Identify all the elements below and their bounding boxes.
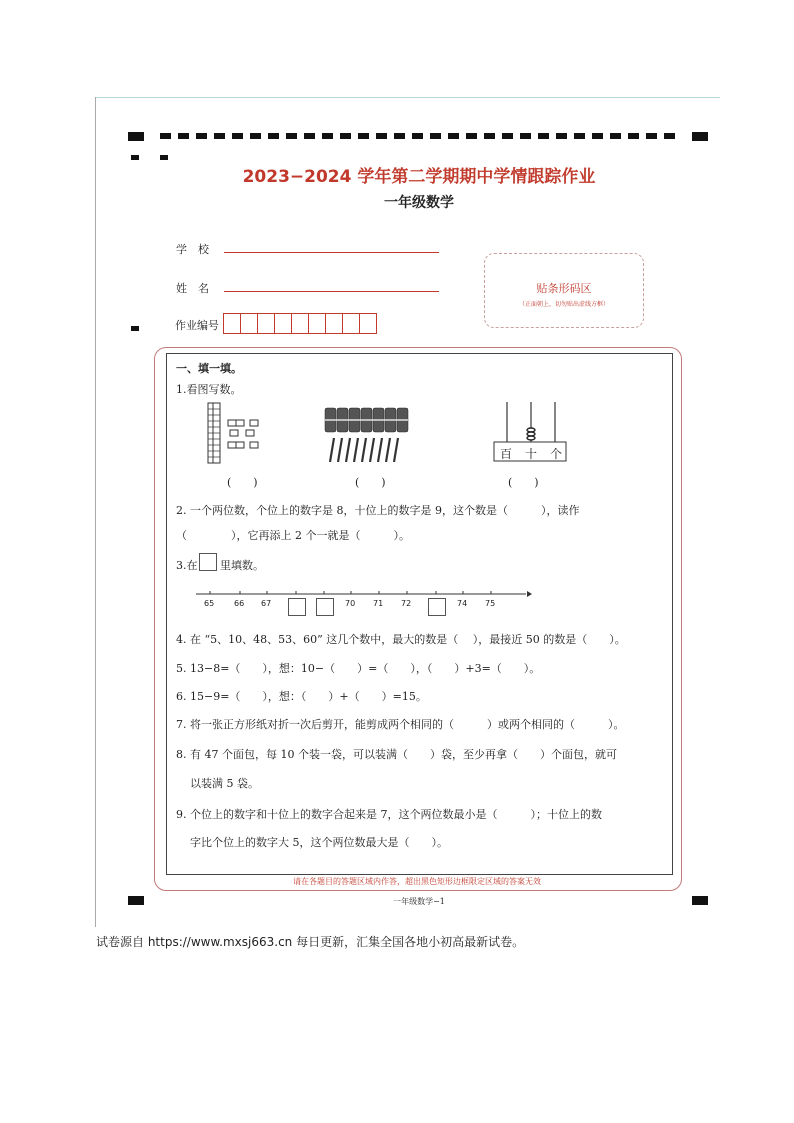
question-5: 5. 13−8=（ ），想：10−（ ）=（ ），（ ）+3=（ ）。 <box>176 662 541 675</box>
answer-blank[interactable]: ( ) <box>508 476 539 489</box>
registration-mark <box>692 132 708 141</box>
tick-label: 70 <box>345 599 356 608</box>
timing-mark <box>160 155 168 160</box>
number-line <box>194 588 534 602</box>
abacus-label-hundreds: 百 <box>500 447 513 461</box>
tick-label: 66 <box>234 599 245 608</box>
tick-label: 72 <box>401 599 412 608</box>
page-number: 一年级数学−1 <box>393 897 445 906</box>
timing-mark <box>131 326 139 331</box>
question-4: 4. 在 “5、10、48、53、60” 这几个数中，最大的数是（ ），最接近 50 的数是（ ）。 <box>176 633 626 646</box>
barcode-note: （正面朝上，切勿贴出虚线方框） <box>518 301 609 308</box>
tick-label: 65 <box>204 599 215 608</box>
number-line-answer-box[interactable] <box>316 598 334 616</box>
page-subtitle: 一年级数学 <box>384 195 454 211</box>
tick-label: 75 <box>485 599 496 608</box>
source-note: 试卷源自 https://www.mxsj663.cn 每日更新，汇集全国各地小初高最新试卷。 <box>96 935 525 949</box>
abacus-label-ones: 个 <box>550 447 563 461</box>
barcode-area <box>484 253 644 328</box>
question-3-prefix: 3.在 <box>176 559 198 572</box>
page-title: 2023−2024 学年第二学期期中学情跟踪作业 <box>242 167 596 187</box>
abacus-label-tens: 十 <box>525 447 538 461</box>
answer-blank[interactable]: ( ) <box>355 476 386 489</box>
school-label: 学 校 <box>176 243 209 256</box>
id-label: 作业编号 <box>175 319 219 332</box>
name-label: 姓 名 <box>176 282 209 295</box>
id-boxes[interactable] <box>224 313 377 334</box>
question-9-line-1: 9. 个位上的数字和十位上的数字合起来是 7，这个两位数最小是（ ）；十位上的数 <box>176 808 602 821</box>
number-line-answer-box[interactable] <box>428 598 446 616</box>
timing-mark <box>131 155 139 160</box>
question-8-line-2: 以装满 5 袋。 <box>190 777 259 790</box>
tick-label: 71 <box>373 599 384 608</box>
top-border-line <box>95 97 720 98</box>
question-8-line-1: 8. 有 47 个面包，每 10 个装一袋，可以装满（ ）袋，至少再拿（ ）个面包，就可 <box>176 748 617 761</box>
tens-rods-and-cubes-picture <box>200 400 270 466</box>
number-line-answer-box[interactable] <box>288 598 306 616</box>
left-border-line <box>95 97 96 927</box>
question-2-line-1: 2. 一个两位数，个位上的数字是 8，十位上的数字是 9，这个数是（ ），读作 <box>176 504 580 517</box>
answer-box-sample <box>199 553 217 571</box>
tick-label: 74 <box>457 599 468 608</box>
name-field[interactable] <box>224 291 439 292</box>
answer-blank[interactable]: ( ) <box>227 476 258 489</box>
section-heading: 一、填一填。 <box>176 362 242 375</box>
tick-label: 67 <box>261 599 272 608</box>
sticks-bundles-picture <box>322 402 412 468</box>
dashed-timing-bar <box>160 133 680 139</box>
question-1: 1.看图写数。 <box>176 383 242 396</box>
question-3-suffix: 里填数。 <box>220 559 264 572</box>
school-field[interactable] <box>224 252 439 253</box>
registration-mark <box>128 132 144 141</box>
answer-area-warning: 请在各题目的答题区域内作答，超出黑色矩形边框限定区域的答案无效 <box>293 877 541 886</box>
question-6: 6. 15−9=（ ），想：（ ）+（ ）=15。 <box>176 690 427 703</box>
question-2-line-2: （ ），它再添上 2 个一就是（ ）。 <box>176 529 410 542</box>
question-7: 7. 将一张正方形纸对折一次后剪开，能剪成两个相同的（ ）或两个相同的（ ）。 <box>176 718 625 731</box>
barcode-title: 贴条形码区 <box>536 282 592 295</box>
question-9-line-2: 字比个位上的数字大 5，这个两位数最大是（ ）。 <box>190 836 448 849</box>
